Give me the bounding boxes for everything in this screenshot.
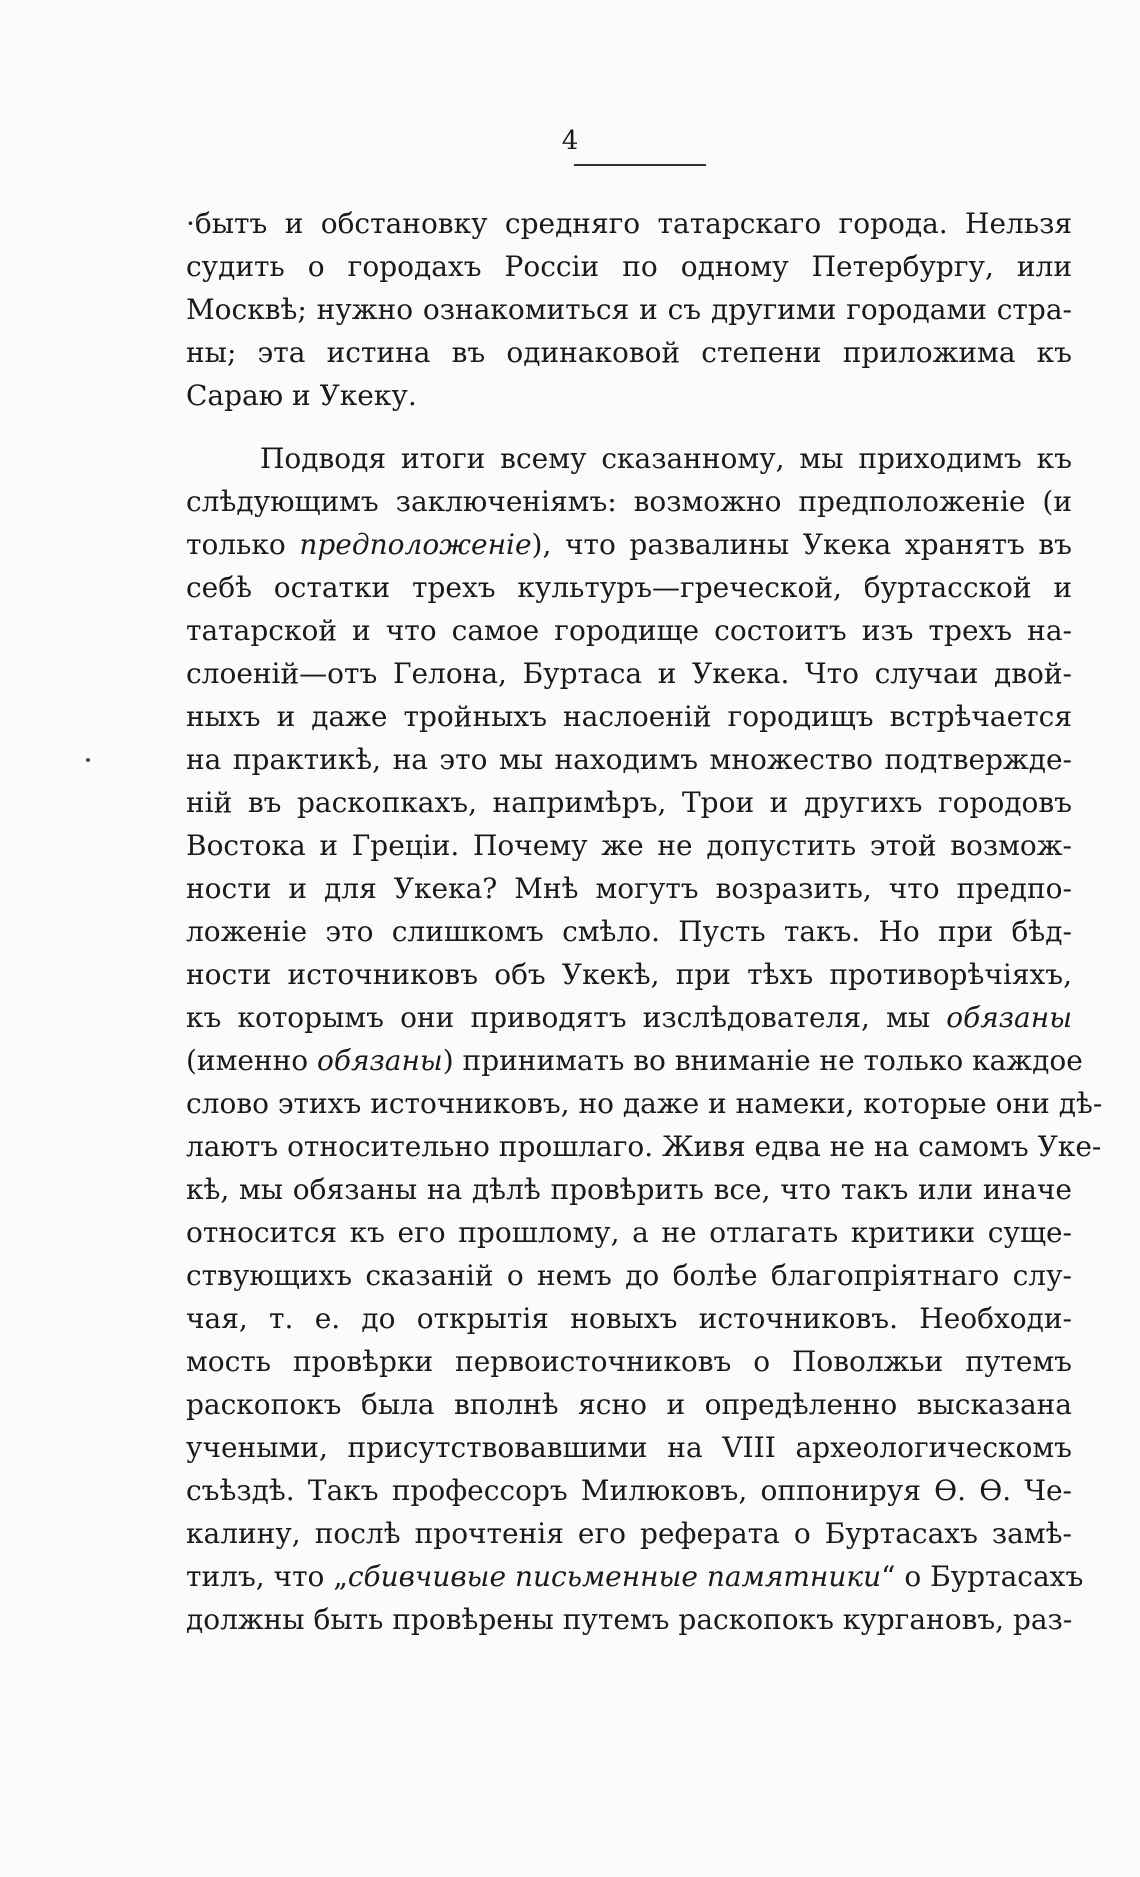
text-line	[186, 1340, 1072, 1383]
text-run: калину, послѣ прочтенія его реферата о Буртасахъ замѣ-	[186, 1517, 1072, 1550]
text-line	[186, 523, 1072, 566]
text-run: слово этихъ источниковъ, но даже и намеки, которые они дѣ-	[186, 1087, 1103, 1120]
text-run: (именно	[186, 1044, 318, 1077]
text-run: ности источниковъ объ Укекѣ, при тѣхъ противорѣчіяхъ,	[186, 958, 1072, 991]
text-line	[186, 1254, 1072, 1297]
text-line	[186, 910, 1072, 953]
text-line	[186, 609, 1072, 652]
italic-text: обязаны	[946, 1001, 1072, 1034]
paragraph	[186, 437, 1103, 1641]
body-text	[186, 202, 1103, 1641]
text-run: татарской и что самое городище состоитъ изъ трехъ на-	[186, 614, 1072, 647]
text-run: раскопокъ была вполнѣ ясно и опредѣленно высказана	[186, 1388, 1072, 1421]
text-line	[186, 781, 1072, 824]
text-run: ложеніе это слишкомъ смѣло. Пусть такъ. Но при бѣд-	[186, 915, 1072, 948]
text-run: судить о городахъ Россіи по одному Петербургу, или	[186, 250, 1072, 283]
text-run: къ которымъ они приводятъ изслѣдователя, мы	[186, 1001, 947, 1034]
print-speck	[86, 758, 90, 762]
text-line	[186, 824, 1072, 867]
text-line	[186, 374, 1072, 417]
text-line	[186, 1211, 1072, 1254]
header-rule	[574, 164, 706, 166]
text-run: кѣ, мы обязаны на дѣлѣ провѣрить все, что такъ или иначе	[186, 1173, 1072, 1206]
text-run: ны; эта истина въ одинаковой степени приложима къ	[186, 336, 1072, 369]
text-line	[186, 1426, 1072, 1469]
text-run: учеными, присутствовавшими на VIII археологическомъ	[186, 1431, 1072, 1464]
italic-text: предположеніе	[299, 528, 532, 561]
text-run: ности и для Укека? Мнѣ могутъ возразить, что предпо-	[186, 872, 1072, 905]
text-run: относится къ его прошлому, а не отлагать критики суще-	[186, 1216, 1072, 1249]
text-run: себѣ остатки трехъ культуръ—греческой, буртасской и	[186, 571, 1072, 604]
text-run: съѣздѣ. Такъ профессоръ Милюковъ, оппонируя Ѳ. Ѳ. Че-	[186, 1474, 1072, 1507]
text-run: лаютъ относительно прошлаго. Живя едва не на самомъ Уке-	[186, 1130, 1102, 1163]
text-line	[186, 1082, 1103, 1125]
text-line	[186, 867, 1072, 910]
text-line	[186, 1555, 1084, 1598]
text-line	[186, 245, 1072, 288]
text-run: ) принимать во вниманіе не только каждое	[442, 1044, 1083, 1077]
text-run: Подводя итоги всему сказанному, мы приходимъ къ	[260, 442, 1072, 475]
text-run: тилъ, что „	[186, 1560, 348, 1593]
text-line	[186, 738, 1072, 781]
text-line	[186, 1168, 1072, 1211]
paragraph-gap	[186, 417, 1072, 437]
text-line	[186, 1125, 1102, 1168]
text-line	[186, 1297, 1072, 1340]
text-line	[186, 695, 1072, 738]
text-line	[186, 437, 1072, 480]
text-run: должны быть провѣрены путемъ раскопокъ кургановъ, раз-	[186, 1603, 1073, 1636]
text-line	[186, 652, 1072, 695]
text-line	[186, 1512, 1072, 1555]
text-run: ствующихъ сказаній о немъ до болѣе благопріятнаго слу-	[186, 1259, 1072, 1292]
text-run: на практикѣ, на это мы находимъ множество подтвержде-	[186, 743, 1072, 776]
text-run: чая, т. е. до открытія новыхъ источниковъ. Необходи-	[186, 1302, 1072, 1335]
italic-text: обязаны	[317, 1044, 443, 1077]
text-line	[186, 996, 1072, 1039]
text-run: ныхъ и даже тройныхъ наслоеній городищъ встрѣчается	[186, 700, 1072, 733]
paragraph	[186, 202, 1072, 417]
italic-text: сбивчивые письменные памятники	[347, 1560, 882, 1593]
text-run: слоеній—отъ Гелона, Буртаса и Укека. Что случаи двой-	[186, 657, 1072, 690]
text-line	[186, 1469, 1072, 1512]
text-line	[186, 480, 1072, 523]
text-run: Сараю и Укеку.	[186, 379, 417, 412]
text-line	[186, 953, 1072, 996]
text-line	[186, 288, 1072, 331]
text-line	[186, 1598, 1072, 1641]
text-run: ), что развалины Укека хранятъ въ	[531, 528, 1073, 561]
text-run: Москвѣ; нужно ознакомиться и съ другими городами стра-	[186, 293, 1072, 326]
text-run: слѣдующимъ заключеніямъ: возможно предположеніе (и	[186, 485, 1072, 518]
text-line	[186, 566, 1072, 609]
text-line	[186, 1383, 1072, 1426]
text-line	[186, 1039, 1083, 1082]
text-run: ній въ раскопкахъ, напримѣръ, Трои и другихъ городовъ	[186, 786, 1072, 819]
text-run: Востока и Греціи. Почему же не допустить этой возмож-	[186, 829, 1072, 862]
text-run: “ о Буртасахъ	[881, 1560, 1084, 1593]
text-line	[186, 331, 1072, 374]
page-number: 4	[561, 126, 579, 156]
text-run: ·бытъ и обстановку средняго татарскаго города. Нельзя	[186, 207, 1072, 240]
text-run: мость провѣрки первоисточниковъ о Поволжьи путемъ	[186, 1345, 1072, 1378]
text-run: только	[186, 528, 300, 561]
text-line	[186, 202, 1072, 245]
